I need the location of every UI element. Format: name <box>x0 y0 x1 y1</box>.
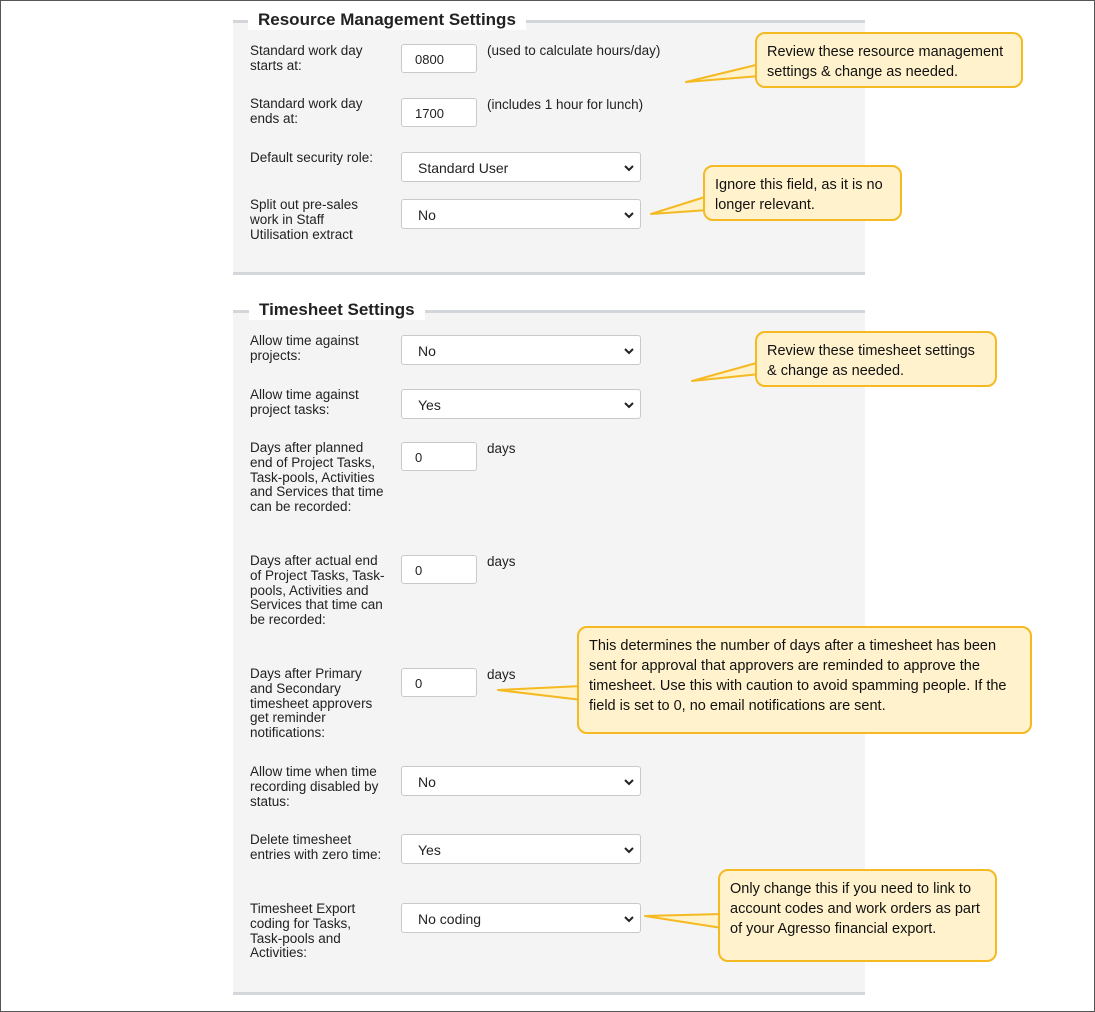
time-disabled-label: Allow time when time recording disabled by status: <box>250 764 379 809</box>
callout-resource: Review these resource management settings & change as needed. <box>755 32 1023 88</box>
work-day-start-label: Standard work day starts at: <box>250 43 363 73</box>
days-planned-input[interactable]: 0 <box>401 442 477 471</box>
callout-reminder: This determines the number of days after a timesheet has been sent for approval that approvers are reminded to approve the timesheet. Use this with caution to avoid spamming people. If the field is set to 0, no email notifications are sent. <box>577 626 1032 734</box>
section-title: Timesheet Settings <box>249 300 425 320</box>
work-day-end-hint: (includes 1 hour for lunch) <box>487 97 644 112</box>
callout-export-coding: Only change this if you need to link to account codes and work orders as part of your Agresso financial export. <box>718 869 997 962</box>
split-presales-select[interactable] <box>401 199 641 229</box>
security-role-label: Default security role: <box>250 150 374 165</box>
time-tasks-select[interactable] <box>401 389 641 419</box>
days-reminder-unit: days <box>487 667 516 682</box>
export-coding-value: No coding <box>418 911 482 927</box>
time-tasks-label: Allow time against project tasks: <box>250 387 359 417</box>
callout-timesheet: Review these timesheet settings & change as needed. <box>755 331 997 387</box>
delete-zero-value: Yes <box>418 842 441 858</box>
chevron-down-icon <box>623 345 635 357</box>
chevron-down-icon <box>623 162 635 174</box>
work-day-end-label: Standard work day ends at: <box>250 96 363 126</box>
chevron-down-icon <box>623 399 635 411</box>
security-role-select[interactable] <box>401 152 641 182</box>
days-reminder-input[interactable]: 0 <box>401 668 477 697</box>
export-coding-select[interactable] <box>401 903 641 933</box>
time-projects-select[interactable] <box>401 335 641 365</box>
split-presales-value: No <box>418 207 436 223</box>
chevron-down-icon <box>623 209 635 221</box>
split-presales-label: Split out pre-sales work in Staff Utilisation extract <box>250 197 359 242</box>
section-title: Resource Management Settings <box>248 10 526 30</box>
time-projects-value: No <box>418 343 436 359</box>
work-day-start-hint: (used to calculate hours/day) <box>487 43 661 58</box>
time-projects-label: Allow time against projects: <box>250 333 359 363</box>
callout-ignore-field: Ignore this field, as it is no longer relevant. <box>703 165 902 221</box>
chevron-down-icon <box>623 913 635 925</box>
days-planned-label: Days after planned end of Project Tasks, Task-pools, Activities and Services that time can be recorded: <box>250 440 384 515</box>
export-coding-label: Timesheet Export coding for Tasks, Task-pools and Activities: <box>250 901 356 961</box>
days-reminder-label: Days after Primary and Secondary timesheet approvers get reminder notifications: <box>250 666 373 741</box>
days-actual-input[interactable]: 0 <box>401 555 477 584</box>
days-planned-unit: days <box>487 441 516 456</box>
chevron-down-icon <box>623 844 635 856</box>
time-disabled-select[interactable] <box>401 766 641 796</box>
delete-zero-label: Delete timesheet entries with zero time: <box>250 832 382 862</box>
time-tasks-value: Yes <box>418 397 441 413</box>
work-day-end-input[interactable]: 1700 <box>401 98 477 127</box>
days-actual-unit: days <box>487 554 516 569</box>
time-disabled-value: No <box>418 774 436 790</box>
delete-zero-select[interactable] <box>401 834 641 864</box>
work-day-start-input[interactable]: 0800 <box>401 44 477 73</box>
security-role-value: Standard User <box>418 160 509 176</box>
chevron-down-icon <box>623 776 635 788</box>
days-actual-label: Days after actual end of Project Tasks, Task-pools, Activities and Services that time can be recorded: <box>250 553 385 628</box>
